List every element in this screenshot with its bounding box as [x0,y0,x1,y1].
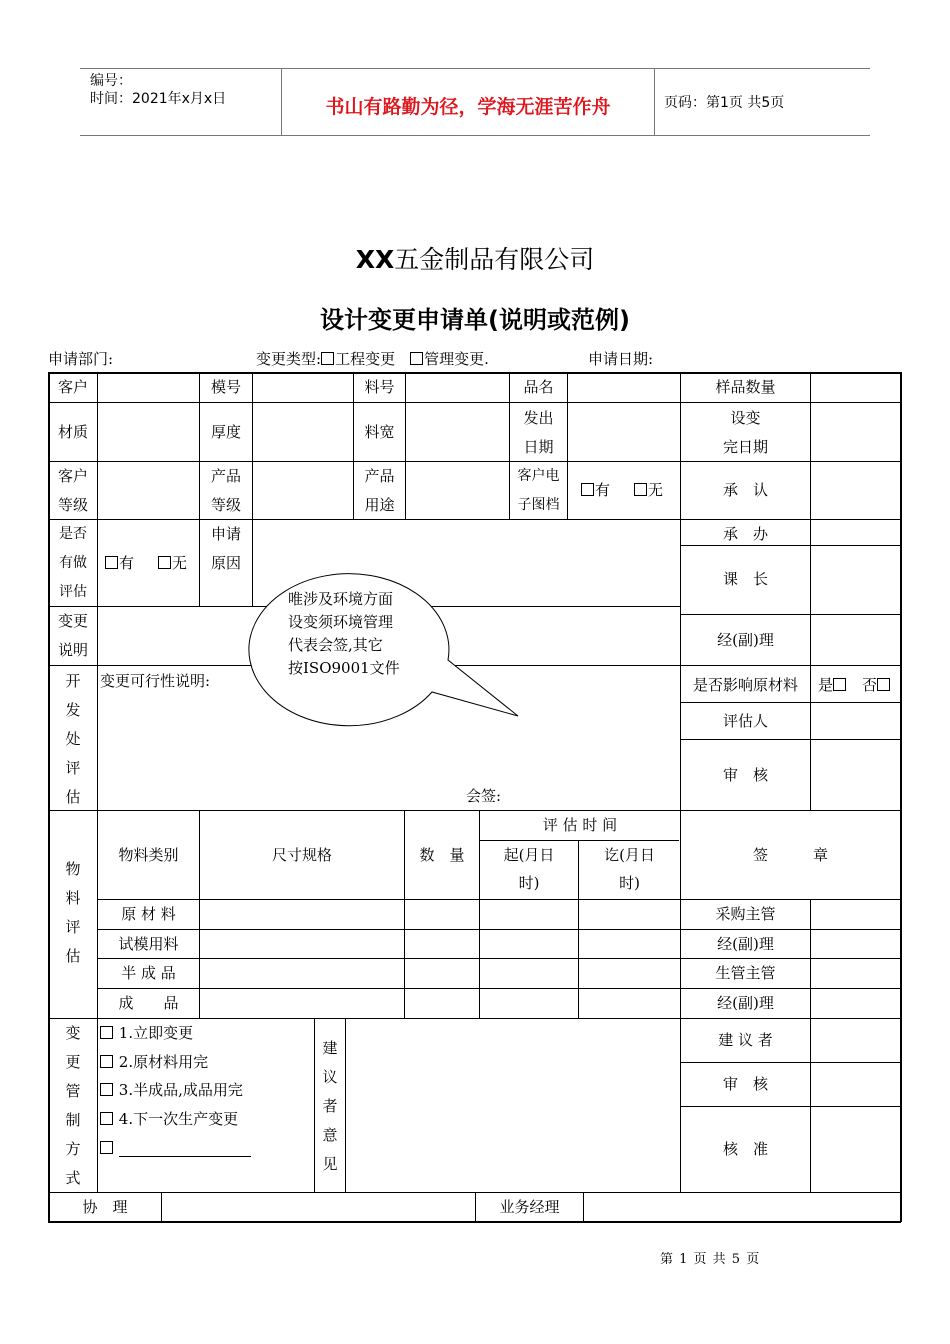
suggestion-vertical-label [315,1034,345,1179]
header-time: 时间：2021年x月x日 [90,91,227,107]
label-evaluator: 评估人 [722,712,768,730]
control-option-4 [100,1105,238,1134]
label-section-chief: 课 长 [722,570,768,588]
label-reason-2: 原因 [210,554,241,572]
apply-dept-label: 申请部门: [48,350,114,368]
checkbox-control-2[interactable] [100,1055,113,1068]
header-serial: 编号： [90,73,132,89]
label-ship-date-1: 发出 [523,409,554,427]
col-sign: 签 章 [752,846,828,864]
material-row-category: 原 材 料 [121,905,176,923]
dev-v4: 评 [65,759,81,777]
label-biz-manager: 业务经理 [499,1198,560,1216]
apply-date-label: 申请日期: [588,350,654,368]
control-option-3 [100,1076,243,1105]
form-title: 设计变更申请单(说明或范例) [320,306,630,334]
material-row-sign: 采购主管 [715,905,776,923]
control-option-other [100,1134,251,1163]
ctl-v5: 方 [65,1140,81,1158]
ctl-v3: 管 [65,1082,81,1100]
col-spec: 尺寸规格 [271,846,332,864]
control-other-blank[interactable] [119,1140,251,1157]
control-vertical-label [49,1019,97,1193]
col-category: 物料类别 [118,846,179,864]
material-row-sign: 经(副)理 [717,994,774,1012]
eval-no-label: 无 [172,554,188,572]
label-handler: 承 办 [722,525,768,543]
label-cust-drawing-1: 客户电 [517,468,560,484]
label-prod-use-2: 用途 [364,496,395,514]
change-type-label: 变更类型: [256,350,322,368]
material-row-category: 半 成 品 [121,964,176,982]
material-eval-vertical-label [49,855,97,971]
label-feasibility: 变更可行性说明: [100,672,211,690]
label-eval-1: 是否 [59,526,87,542]
material-row-sign: 生管主管 [715,964,776,982]
label-approve: 承 认 [722,481,768,499]
control-option-label: 2.原材料用完 [118,1053,209,1071]
label-ship-date-2: 日期 [523,438,554,456]
control-option-label: 3.半成品,成品用完 [118,1081,243,1099]
label-assist: 协 理 [82,1198,128,1216]
label-material: 材质 [57,423,88,441]
drawing-no-label: 无 [648,481,664,499]
sug-v1: 建 [322,1039,338,1057]
annotation-line: 设变须环境管理 [288,613,394,631]
mat-v4: 估 [65,947,81,965]
checkbox-control-3[interactable] [100,1083,113,1096]
label-design-change-2: 完日期 [722,438,768,456]
company-title-rest: 五金制品有限公司 [394,245,595,274]
label-cust-grade-1: 客户 [57,467,88,485]
material-row-category: 试模用料 [118,935,179,953]
sug-v2: 议 [322,1068,338,1086]
ctl-v6: 式 [65,1169,81,1187]
col-start-2: 时) [518,874,540,892]
ctl-v2: 更 [65,1053,81,1071]
opt-management-label: 管理变更. [424,350,489,368]
sug-v3: 者 [322,1097,338,1115]
label-countersign: 会签: [466,787,502,805]
ctl-v4: 制 [65,1111,81,1129]
checkbox-control-1[interactable] [100,1026,113,1039]
material-row-category: 成 品 [118,994,179,1012]
col-start-1: 起(月日 [503,846,555,864]
label-mold-no: 模号 [210,378,241,396]
label-suggester: 建 议 者 [718,1031,773,1049]
label-design-change-1: 设变 [730,409,761,427]
label-prod-grade-2: 等级 [210,496,241,514]
label-cust-drawing-2: 子图档 [517,497,560,513]
material-row-sign: 经(副)理 [717,935,774,953]
annotation-line: 唯涉及环境方面 [288,590,394,608]
drawing-yes-label: 有 [595,481,611,499]
col-end-1: 讫(月日 [604,846,655,864]
ctl-v1: 变 [65,1024,81,1042]
checkbox-control-other[interactable] [100,1141,113,1154]
annotation-line: 按ISO9001文件 [288,659,400,677]
label-product-name: 品名 [523,378,554,396]
label-desc-1: 变更 [57,612,88,630]
checkbox-control-4[interactable] [100,1112,113,1125]
label-dev-reviewer: 审 核 [722,766,768,784]
affect-yes-label: 是 [818,676,834,694]
label-reason-1: 申请 [210,525,241,543]
control-option-1 [100,1019,193,1048]
header-motto: 书山有路勤为径，学海无涯苦作舟 [325,96,611,118]
control-option-label: 4.下一次生产变更 [118,1110,239,1128]
label-cust-grade-2: 等级 [57,496,88,514]
label-eval-2: 有做 [59,555,87,571]
sug-v4: 意 [322,1126,338,1144]
label-customer: 客户 [57,378,88,396]
header-page: 页码：第1页 共5页 [664,95,785,111]
sug-v5: 见 [322,1155,338,1173]
label-affect-raw: 是否影响原材料 [692,676,798,694]
col-end-2: 时) [619,874,640,892]
opt-engineering-label: 工程变更 [335,350,396,368]
label-eval-3: 评估 [59,584,87,600]
mat-v1: 物 [65,860,81,878]
label-control-reviewer: 审 核 [722,1075,768,1093]
label-width: 料宽 [364,423,395,441]
mat-v2: 料 [65,889,81,907]
col-qty: 数 量 [419,846,465,864]
control-option-label: 1.立即变更 [118,1024,194,1042]
dev-v3: 处 [65,730,81,748]
dev-v1: 开 [65,672,81,690]
annotation-line: 代表会签,其它 [288,636,383,654]
label-prod-use-1: 产品 [364,467,395,485]
mat-v3: 评 [65,918,81,936]
label-thickness: 厚度 [210,423,241,441]
company-title-bold: XX [355,245,395,274]
annotation-text [288,588,448,680]
affect-no-label: 否 [862,676,878,694]
page-footer: 第 1 页 共 5 页 [660,1252,761,1267]
label-material-no: 料号 [364,378,395,396]
label-approver: 核 准 [722,1140,768,1158]
label-manager: 经(副)理 [717,631,774,649]
label-desc-2: 说明 [57,641,88,659]
dev-v2: 发 [65,701,81,719]
col-eval-time: 评 估 时 间 [542,816,618,834]
label-sample-qty: 样品数量 [715,378,776,396]
eval-yes-label: 有 [119,554,135,572]
label-prod-grade-1: 产品 [210,467,241,485]
dev-v5: 估 [65,788,81,806]
control-option-2 [100,1048,208,1077]
